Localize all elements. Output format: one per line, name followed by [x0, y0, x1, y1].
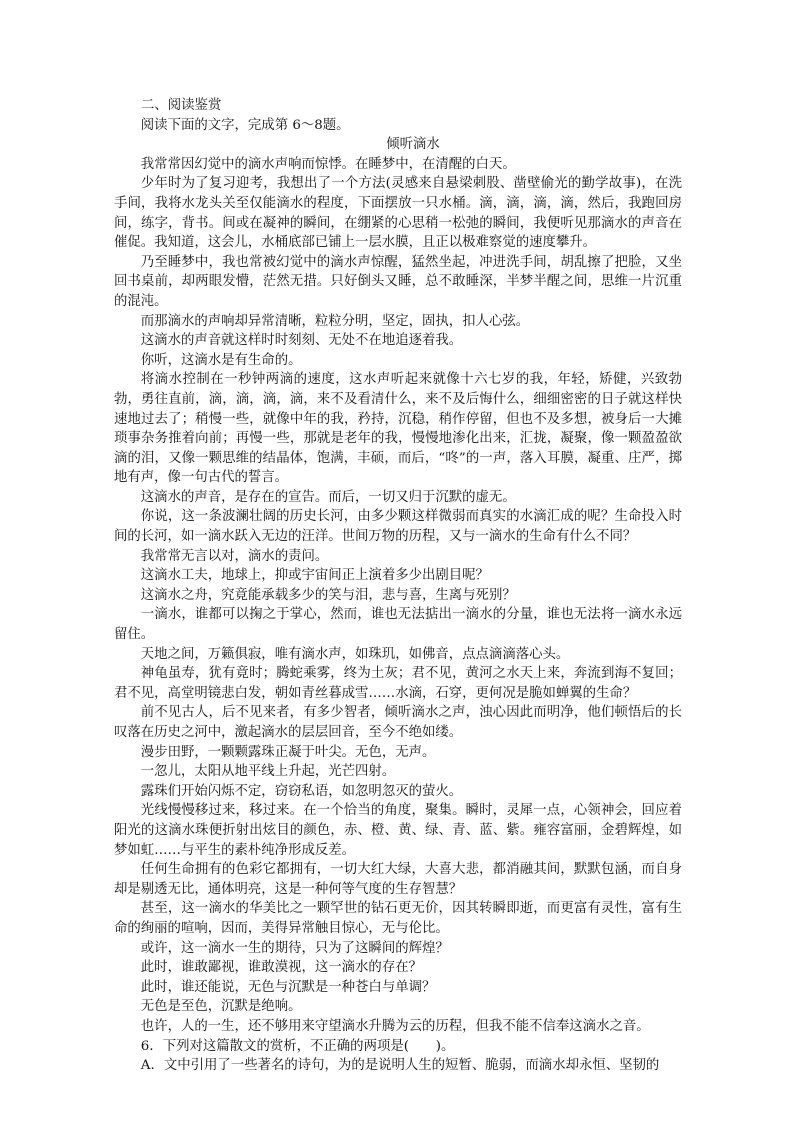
- paragraph: 我常常因幻觉中的滴水声响而惊悸。在睡梦中，在清醒的白天。: [140, 156, 516, 172]
- essay-title: 倾听滴水: [386, 137, 440, 153]
- paragraph: 甚至，这一滴水的华美比之一颗罕世的钻石更无价，因其转瞬即逝，而更富有灵性，富有生命的绚丽的喧响，因而，美得异常触目惊心，无与伦比。: [114, 901, 682, 936]
- paragraph: 露珠们开始闪烁不定，窃窃私语，如忽明忽灭的萤火。: [140, 783, 463, 799]
- paragraph: 或许，这一滴水一生的期待，只为了这瞬间的辉煌？: [140, 940, 449, 956]
- paragraph: 也许，人的一生，还不够用来守望滴水升腾为云的历程，但我不能不信奉这滴水之音。: [140, 1018, 650, 1034]
- paragraph: 而那滴水的声响却异常清晰，粒粒分明，坚定，固执，扣人心弦。: [140, 313, 530, 329]
- paragraph: 任何生命拥有的色彩它都拥有，一切大红大绿，大喜大悲，都消融其间，默默包涵，而自身却是剔透无比，通体明亮，这是一种何等气度的生存智慧？: [114, 862, 682, 897]
- question-6: 6．下列对这篇散文的赏析，不正确的两项是( )。: [140, 1038, 455, 1054]
- paragraph: 天地之间，万籁俱寂，唯有滴水声，如珠玑，如佛音，点点滴滴落心头。: [140, 646, 570, 662]
- paragraph: 我常常无言以对，滴水的责问。: [140, 548, 329, 564]
- option-a: A．文中引用了一些著名的诗句，为的是说明人生的短暂、脆弱，而滴水却永恒、坚韧的: [140, 1058, 660, 1074]
- paragraph: 少年时为了复习迎考，我想出了一个方法(灵感来自悬梁刺股、凿壁偷光的勤学故事)，在洗手间，我将水龙头关至仅能滴水的程度，下面摆放一只水桶。滴，滴，滴，滴，然后，我跑回房间，练字，背书。间或在凝神的瞬间，在绷紧的心思稍一松弛的瞬间，我便听见那滴水的声音在催促。我知道，这会儿，水桶底部已铺上一层水膜，且正以极难察觉的速度攀升。: [114, 176, 682, 251]
- paragraph: 这滴水的声音，是存在的宣告。而后，一切又归于沉默的虚无。: [140, 489, 516, 505]
- paragraph: 此时，谁还能说，无色与沉默是一种苍白与单调？: [140, 979, 436, 995]
- paragraph: 这滴水的声音就这样时时刻刻、无处不在地追逐着我。: [140, 333, 463, 349]
- paragraph: 这滴水工夫，地球上，抑或宇宙间正上演着多少出剧目呢？: [140, 568, 489, 584]
- paragraph: 无色是至色，沉默是绝响。: [140, 999, 302, 1015]
- paragraph: 前不见古人，后不见来者，有多少智者，倾听滴水之声，浊心因此而明净，他们顿悟后的长叹落在历史之河中，激起滴水的层层回音，至今不绝如缕。: [114, 705, 682, 740]
- paragraph: 一滴水，谁都可以掬之于掌心，然而，谁也无法掂出一滴水的分量，谁也无法将一滴水永远留住。: [114, 607, 682, 643]
- paragraph: 这滴水之舟，究竟能承载多少的笑与泪，悲与喜，生离与死别？: [140, 587, 516, 603]
- paragraph: 一忽儿，太阳从地平线上升起，光芒四射。: [140, 764, 396, 780]
- paragraph: 光线慢慢移过来，移过来。在一个恰当的角度，聚集。瞬时，灵犀一点，心领神会，回应着阳光的这滴水珠便折射出炫目的颜色，赤、橙、黄、绿、青、蓝、紫。雍容富丽，金碧辉煌，如梦如虹……与平生的素朴纯净形成反差。: [114, 803, 682, 858]
- instruction-text: 阅读下面的文字，完成第 6～8题。: [140, 117, 350, 133]
- paragraph: 此时，谁敢鄙视，谁敢漠视，这一滴水的存在？: [140, 960, 422, 976]
- paragraph: 你说，这一条波澜壮阔的历史长河，由多少颗这样微弱而真实的水滴汇成的呢？生命投入时间的长河，如一滴水跃入无边的汪洋。世间万物的历程，又与一滴水的生命有什么不同？: [114, 509, 682, 545]
- paragraph: 漫步田野，一颗颗露珠正凝于叶尖。无色，无声。: [140, 744, 436, 760]
- paragraph: 将滴水控制在一秒钟两滴的速度，这水声听起来就像十六七岁的我，年轻，矫健，兴致勃勃，勇往直前，滴，滴，滴，滴，来不及看清什么，来不及后悔什么，细细密密的日子就这样快速地过去了；稍慢一些，就像中年的我，矜持，沉稳，稍作停留，但也不及多想，被身后一大摊琐事杂务推着向前；再慢一些，那就是老年的我，慢慢地渗化出来，汇拢，凝聚，像一颗盈盈欲滴的泪，又像一颗思维的结晶体，饱满，丰硕，而后，“咚”的一声，落入耳膜，凝重、庄严，掷地有声，像一句古代的誓言。: [114, 372, 682, 486]
- section-heading: 二、阅读鉴赏: [141, 98, 222, 113]
- paragraph: 你听，这滴水是有生命的。: [140, 352, 302, 368]
- paragraph: 乃至睡梦中，我也常被幻觉中的滴水声惊醒，猛然坐起，冲进洗手间，胡乱擦了把脸，又坐回书桌前，却两眼发懵，茫然无措。只好倒头又睡，总不敢睡深，半梦半醒之间，思维一片沉重的混沌。: [114, 254, 682, 309]
- paragraph: 神龟虽寿，犹有竟时；腾蛇乘雾，终为土灰；君不见，黄河之水天上来，奔流到海不复回；君不见，高堂明镜悲白发，朝如青丝暮成雪……水滴，石穿，更何况是脆如蝉翼的生命？: [114, 666, 682, 701]
- document-body: [114, 96, 682, 1076]
